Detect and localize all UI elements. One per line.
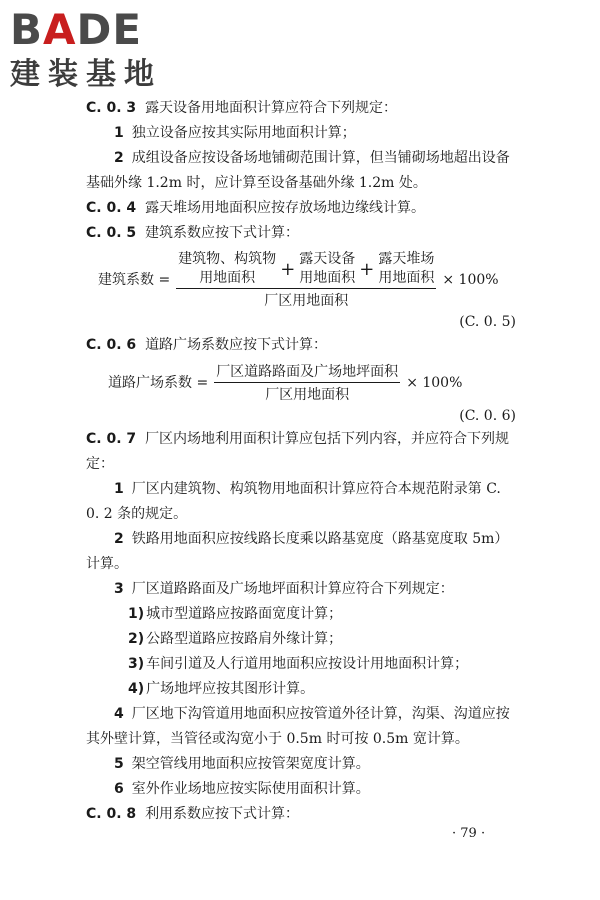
formula-denominator: 厂区用地面积 <box>265 387 350 403</box>
term-buildings: 建筑物、构筑物 用地面积 <box>178 251 277 286</box>
term-outdoor-equipment: 露天设备 用地面积 <box>299 251 356 286</box>
clause-c07-3-sub-2: 2) 公路型道路应按路肩外缘计算； <box>128 631 343 647</box>
clause-c07-item-5: 5 架空管线用地面积应按管架宽度计算。 <box>114 756 370 772</box>
clause-c07-item-4: 4 厂区地下沟管道用地面积应按管道外径计算，沟渠、沟道应按其外壁计算，当管径或沟宽小于 0.5m 时可按 0.5m 宽计算。 <box>86 706 510 747</box>
clause-c07-3-sub-1: 1) 城市型道路应按路面宽度计算； <box>128 606 343 622</box>
clause-c07-item-2: 2 铁路用地面积应按线路长度乘以路基宽度（路基宽度取 5m）计算。 <box>86 531 509 572</box>
formula-lhs: 道路广场系数 = <box>108 375 209 391</box>
formula-denominator: 厂区用地面积 <box>264 293 349 309</box>
clause-c03-item-1: 1 独立设备应按其实际用地面积计算； <box>114 125 356 141</box>
logo-subtitle: 建装基地 <box>10 57 162 92</box>
page-number: · 79 · <box>452 826 486 841</box>
term-outdoor-yard: 露天堆场 用地面积 <box>378 251 435 286</box>
clause-c07-item-6: 6 室外作业场地应按实际使用面积计算。 <box>114 781 370 797</box>
clause-c03-item-2: 2 成组设备应按设备场地铺砌范围计算，但当铺砌场地超出设备基础外缘 1.2m 时，应计算至设备基础外缘 1.2m 处。 <box>86 150 510 191</box>
formula-road-coefficient <box>108 362 516 405</box>
clause-c07-3-sub-4: 4) 广场地坪应按其图形计算。 <box>128 681 315 697</box>
document-body <box>86 96 516 827</box>
clause-c07-item-1: 1 厂区内建筑物、构筑物用地面积计算应符合本规范附录第 C. 0. 2 条的规定。 <box>86 481 501 522</box>
logo-wordmark: BADE <box>10 5 143 54</box>
clause-c07-item-3: 3 厂区道路路面及广场地坪面积计算应符合下列规定： <box>114 581 454 597</box>
clause-c08: C. 0. 8 利用系数应按下式计算： <box>86 806 300 822</box>
clause-c05: C. 0. 5 建筑系数应按下式计算： <box>86 225 300 241</box>
equation-number-c06: (C. 0. 6) <box>459 408 516 424</box>
formula-multiplier: × 100% <box>442 272 499 288</box>
clause-c04: C. 0. 4 露天堆场用地面积应按存放场地边缘线计算。 <box>86 200 426 216</box>
logo <box>10 6 180 90</box>
clause-c07: C. 0. 7 厂区内场地利用面积计算应包括下列内容，并应符合下列规定： <box>86 431 510 472</box>
formula-fraction <box>176 250 436 311</box>
equation-number-c05: (C. 0. 5) <box>459 314 516 330</box>
clause-c06: C. 0. 6 道路广场系数应按下式计算： <box>86 337 328 353</box>
clause-c07-3-sub-3: 3) 车间引道及人行道用地面积应按设计用地面积计算； <box>128 656 469 672</box>
formula-fraction <box>214 362 400 405</box>
formula-lhs: 建筑系数 = <box>98 272 171 288</box>
formula-numerator: 建筑物、构筑物 用地面积 + 露天设备 用地面积 + 露天堆场 用地面积 <box>178 251 435 286</box>
formula-numerator: 厂区道路路面及广场地坪面积 <box>216 364 399 380</box>
clause-c03: C. 0. 3 露天设备用地面积计算应符合下列规定： <box>86 100 398 116</box>
formula-multiplier: × 100% <box>406 375 463 391</box>
formula-building-coefficient <box>98 250 516 311</box>
